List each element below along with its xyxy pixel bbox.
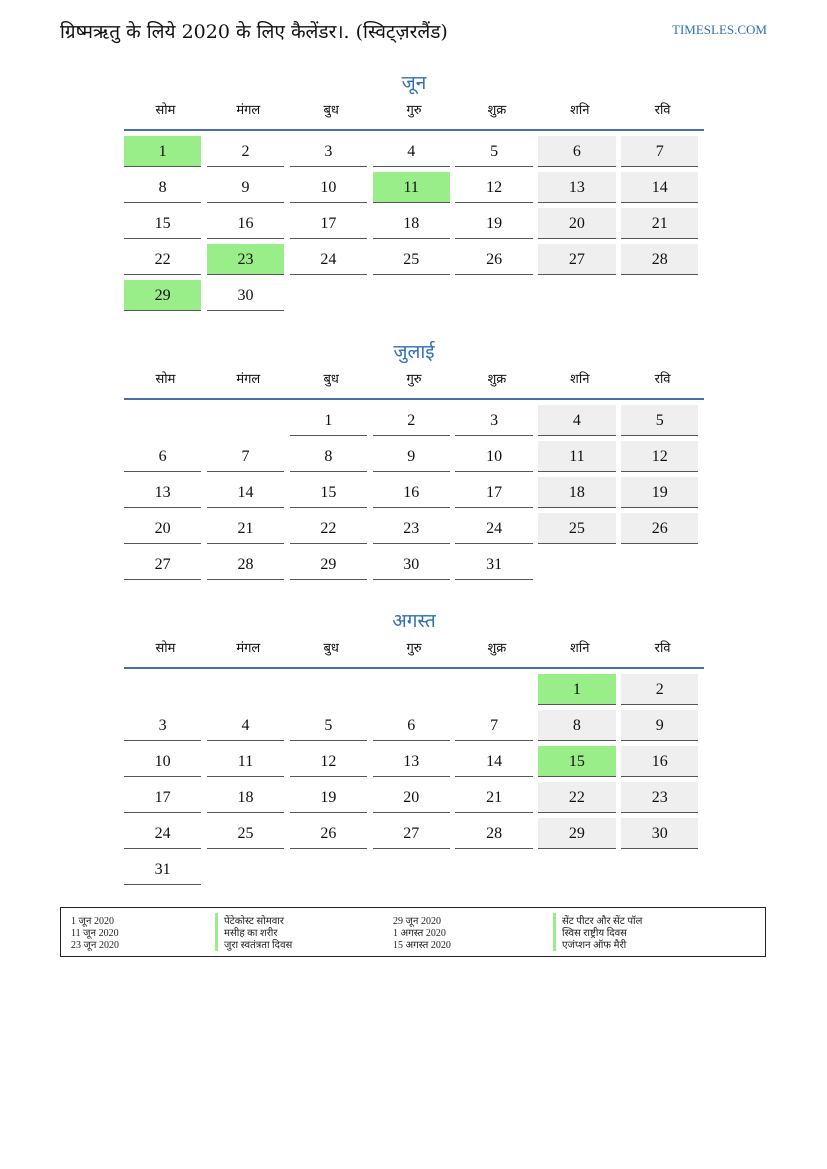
day-cell: 7 bbox=[621, 136, 698, 167]
month-block bbox=[124, 606, 704, 890]
day-cell: 21 bbox=[621, 208, 698, 239]
weekday-label: रवि bbox=[654, 641, 671, 656]
empty-day-cell bbox=[207, 674, 284, 705]
day-cell: 23 bbox=[373, 513, 450, 544]
day-cell: 25 bbox=[538, 513, 615, 544]
legend-row bbox=[61, 913, 765, 925]
month-block bbox=[124, 337, 704, 585]
empty-day-cell bbox=[538, 280, 615, 311]
day-cell: 19 bbox=[455, 208, 532, 239]
empty-day-cell bbox=[373, 674, 450, 705]
day-cell: 28 bbox=[207, 549, 284, 580]
legend-holiday-name: एजंप्शन ऑफ मैरी bbox=[553, 937, 626, 951]
empty-day-cell bbox=[455, 280, 532, 311]
empty-day-cell bbox=[455, 854, 532, 885]
week-row bbox=[124, 244, 704, 280]
day-cell: 23 bbox=[621, 782, 698, 813]
weekday-label: गुरु bbox=[406, 641, 422, 656]
day-cell: 24 bbox=[124, 818, 201, 849]
legend-holiday-name: स्विस राष्ट्रीय दिवस bbox=[553, 925, 627, 939]
day-cell: 19 bbox=[621, 477, 698, 508]
day-cell: 21 bbox=[455, 782, 532, 813]
day-cell: 5 bbox=[290, 710, 367, 741]
weekday-label: मंगल bbox=[236, 372, 261, 387]
day-cell: 9 bbox=[373, 441, 450, 472]
weekday-label: शनि bbox=[570, 103, 590, 118]
day-cell: 12 bbox=[290, 746, 367, 777]
week-row bbox=[124, 172, 704, 208]
day-cell: 11 bbox=[207, 746, 284, 777]
day-cell: 22 bbox=[290, 513, 367, 544]
day-cell: 17 bbox=[290, 208, 367, 239]
weekday-label: सोम bbox=[155, 641, 176, 656]
day-cell: 16 bbox=[621, 746, 698, 777]
day-cell: 16 bbox=[373, 477, 450, 508]
empty-day-cell bbox=[373, 854, 450, 885]
weekday-label: बुध bbox=[323, 103, 339, 118]
day-cell: 20 bbox=[124, 513, 201, 544]
day-cell: 18 bbox=[207, 782, 284, 813]
day-cell: 14 bbox=[207, 477, 284, 508]
day-cell: 30 bbox=[373, 549, 450, 580]
day-cell: 18 bbox=[538, 477, 615, 508]
day-cell: 12 bbox=[621, 441, 698, 472]
day-cell: 20 bbox=[373, 782, 450, 813]
empty-day-cell bbox=[207, 405, 284, 436]
week-row bbox=[124, 405, 704, 441]
day-cell: 31 bbox=[455, 549, 532, 580]
legend-holiday-name: सेंट पीटर और सेंट पॉल bbox=[553, 913, 642, 927]
legend-row bbox=[61, 925, 765, 937]
day-cell: 25 bbox=[207, 818, 284, 849]
day-cell: 26 bbox=[290, 818, 367, 849]
legend-row bbox=[61, 937, 765, 949]
month-name: जून bbox=[401, 72, 427, 94]
day-cell: 4 bbox=[373, 136, 450, 167]
empty-day-cell bbox=[538, 854, 615, 885]
header-divider bbox=[124, 129, 704, 131]
weekday-label: मंगल bbox=[236, 641, 261, 656]
day-cell: 29 bbox=[290, 549, 367, 580]
day-cell: 3 bbox=[455, 405, 532, 436]
day-cell: 14 bbox=[621, 172, 698, 203]
day-cell: 22 bbox=[538, 782, 615, 813]
day-cell: 15 bbox=[290, 477, 367, 508]
legend-holiday-name: जुरा स्वतंत्रता दिवस bbox=[215, 937, 292, 951]
page-title: ग्रिष्मऋतु के लिये 2020 के लिए कैलेंडर।. (स्विट्ज़रलैंड) bbox=[60, 21, 448, 43]
weekday-label: शुक्र bbox=[487, 103, 507, 118]
day-cell: 24 bbox=[455, 513, 532, 544]
day-cell: 1 bbox=[290, 405, 367, 436]
header-divider bbox=[124, 667, 704, 669]
empty-day-cell bbox=[621, 280, 698, 311]
legend-holiday-name: पेंटेकोस्ट सोमवार bbox=[215, 913, 284, 927]
empty-day-cell bbox=[124, 674, 201, 705]
holiday-day-cell: 1 bbox=[124, 136, 201, 167]
site-link[interactable]: TIMESLES.COM bbox=[672, 22, 767, 37]
day-cell: 11 bbox=[538, 441, 615, 472]
weekday-label: गुरु bbox=[406, 103, 422, 118]
week-row bbox=[124, 208, 704, 244]
weekday-label: सोम bbox=[155, 103, 176, 118]
day-cell: 25 bbox=[373, 244, 450, 275]
day-cell: 18 bbox=[373, 208, 450, 239]
week-row bbox=[124, 477, 704, 513]
weekday-label: बुध bbox=[323, 372, 339, 387]
week-row bbox=[124, 854, 704, 890]
day-cell: 13 bbox=[373, 746, 450, 777]
holiday-day-cell: 29 bbox=[124, 280, 201, 311]
day-cell: 2 bbox=[621, 674, 698, 705]
day-cell: 15 bbox=[124, 208, 201, 239]
legend-date: 1 अगस्त 2020 bbox=[393, 928, 446, 939]
month-name: अगस्त bbox=[392, 610, 436, 632]
weekday-label: रवि bbox=[654, 103, 671, 118]
day-cell: 30 bbox=[207, 280, 284, 311]
weekday-label: शुक्र bbox=[487, 641, 507, 656]
day-cell: 13 bbox=[538, 172, 615, 203]
day-cell: 13 bbox=[124, 477, 201, 508]
empty-day-cell bbox=[621, 854, 698, 885]
day-cell: 27 bbox=[124, 549, 201, 580]
empty-day-cell bbox=[124, 405, 201, 436]
day-cell: 6 bbox=[373, 710, 450, 741]
day-cell: 30 bbox=[621, 818, 698, 849]
day-cell: 26 bbox=[455, 244, 532, 275]
month-name: जुलाई bbox=[393, 341, 435, 363]
week-row bbox=[124, 710, 704, 746]
weekday-label: गुरु bbox=[406, 372, 422, 387]
empty-day-cell bbox=[207, 854, 284, 885]
day-cell: 16 bbox=[207, 208, 284, 239]
weekday-label: रवि bbox=[654, 372, 671, 387]
day-cell: 27 bbox=[538, 244, 615, 275]
day-cell: 10 bbox=[455, 441, 532, 472]
day-cell: 7 bbox=[455, 710, 532, 741]
legend-date: 15 अगस्त 2020 bbox=[393, 940, 451, 951]
holiday-day-cell: 1 bbox=[538, 674, 615, 705]
legend-date: 11 जून 2020 bbox=[71, 928, 119, 939]
day-cell: 2 bbox=[373, 405, 450, 436]
day-cell: 28 bbox=[455, 818, 532, 849]
weekday-label: मंगल bbox=[236, 103, 261, 118]
empty-day-cell bbox=[538, 549, 615, 580]
day-cell: 14 bbox=[455, 746, 532, 777]
day-cell: 17 bbox=[455, 477, 532, 508]
weekday-header-row bbox=[124, 636, 704, 658]
day-cell: 20 bbox=[538, 208, 615, 239]
day-cell: 29 bbox=[538, 818, 615, 849]
week-row bbox=[124, 818, 704, 854]
month-block bbox=[124, 68, 704, 316]
empty-day-cell bbox=[290, 280, 367, 311]
holiday-legend bbox=[60, 907, 766, 957]
empty-day-cell bbox=[290, 674, 367, 705]
day-cell: 9 bbox=[621, 710, 698, 741]
day-cell: 7 bbox=[207, 441, 284, 472]
day-cell: 3 bbox=[124, 710, 201, 741]
weekday-label: सोम bbox=[155, 372, 176, 387]
day-cell: 10 bbox=[290, 172, 367, 203]
legend-date: 29 जून 2020 bbox=[393, 916, 441, 927]
day-cell: 4 bbox=[538, 405, 615, 436]
day-cell: 5 bbox=[455, 136, 532, 167]
day-cell: 26 bbox=[621, 513, 698, 544]
week-row bbox=[124, 280, 704, 316]
day-cell: 22 bbox=[124, 244, 201, 275]
week-row bbox=[124, 746, 704, 782]
legend-date: 23 जून 2020 bbox=[71, 940, 119, 951]
day-cell: 2 bbox=[207, 136, 284, 167]
day-cell: 5 bbox=[621, 405, 698, 436]
holiday-day-cell: 15 bbox=[538, 746, 615, 777]
week-row bbox=[124, 136, 704, 172]
empty-day-cell bbox=[455, 674, 532, 705]
day-cell: 19 bbox=[290, 782, 367, 813]
day-cell: 10 bbox=[124, 746, 201, 777]
weekday-label: बुध bbox=[323, 641, 339, 656]
day-cell: 6 bbox=[124, 441, 201, 472]
week-row bbox=[124, 513, 704, 549]
weekday-header-row bbox=[124, 367, 704, 389]
legend-holiday-name: मसीह का शरीर bbox=[215, 925, 277, 939]
week-row bbox=[124, 782, 704, 818]
week-row bbox=[124, 674, 704, 710]
day-cell: 6 bbox=[538, 136, 615, 167]
weekday-label: शुक्र bbox=[487, 372, 507, 387]
weekday-label: शनि bbox=[570, 641, 590, 656]
empty-day-cell bbox=[373, 280, 450, 311]
day-cell: 31 bbox=[124, 854, 201, 885]
holiday-day-cell: 23 bbox=[207, 244, 284, 275]
day-cell: 17 bbox=[124, 782, 201, 813]
holiday-day-cell: 11 bbox=[373, 172, 450, 203]
week-row bbox=[124, 549, 704, 585]
day-cell: 8 bbox=[124, 172, 201, 203]
day-cell: 21 bbox=[207, 513, 284, 544]
day-cell: 12 bbox=[455, 172, 532, 203]
day-cell: 8 bbox=[290, 441, 367, 472]
day-cell: 3 bbox=[290, 136, 367, 167]
day-cell: 28 bbox=[621, 244, 698, 275]
weekday-label: शनि bbox=[570, 372, 590, 387]
header-divider bbox=[124, 398, 704, 400]
legend-date: 1 जून 2020 bbox=[71, 916, 114, 927]
day-cell: 4 bbox=[207, 710, 284, 741]
empty-day-cell bbox=[621, 549, 698, 580]
day-cell: 27 bbox=[373, 818, 450, 849]
day-cell: 24 bbox=[290, 244, 367, 275]
weekday-header-row bbox=[124, 98, 704, 120]
day-cell: 8 bbox=[538, 710, 615, 741]
week-row bbox=[124, 441, 704, 477]
empty-day-cell bbox=[290, 854, 367, 885]
day-cell: 9 bbox=[207, 172, 284, 203]
